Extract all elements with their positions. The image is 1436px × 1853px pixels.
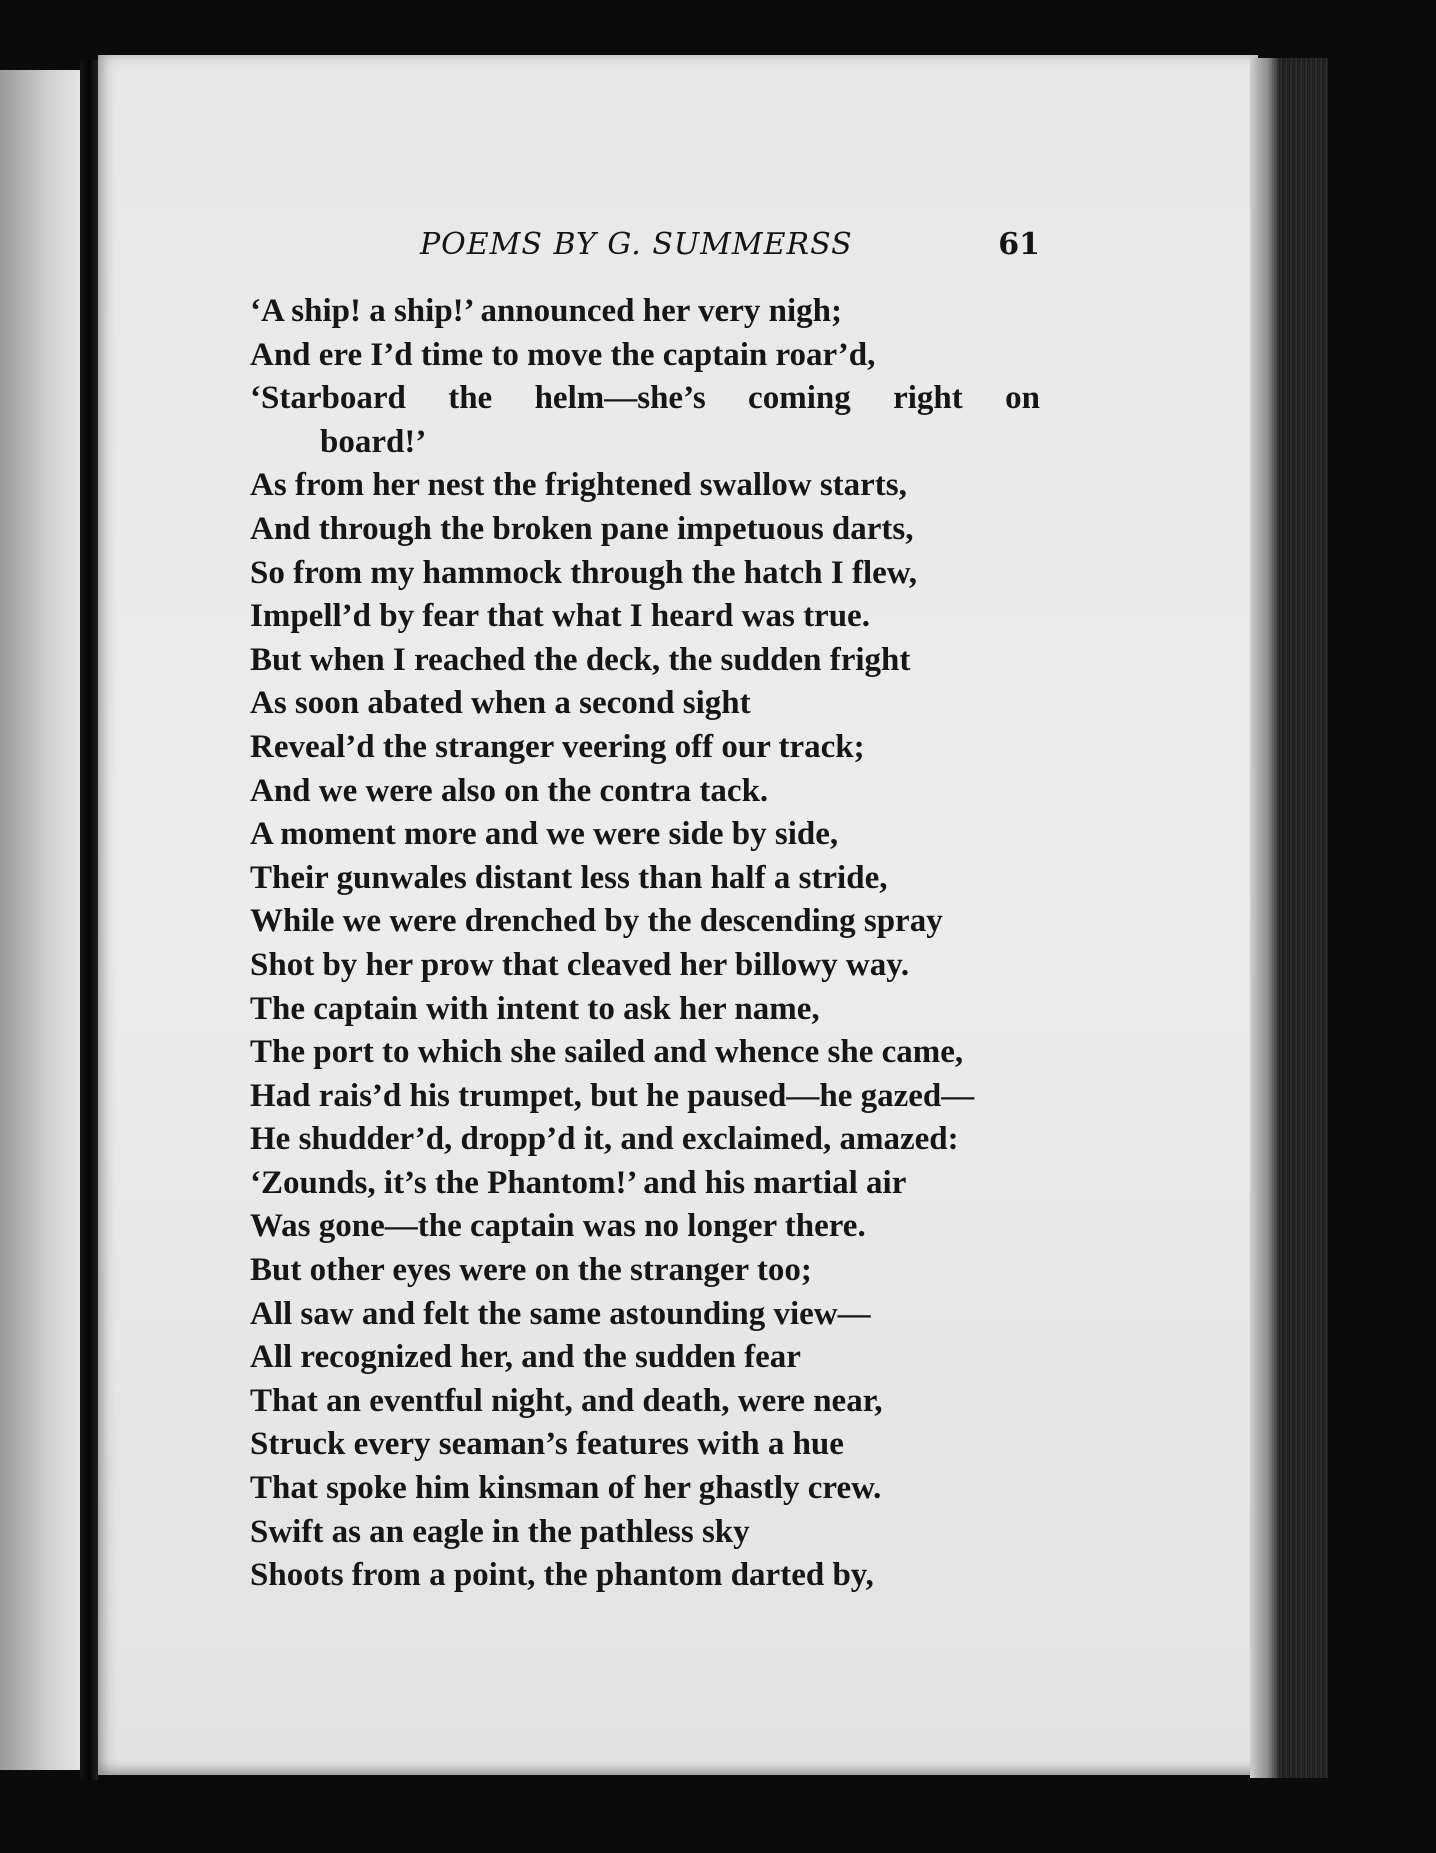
poem-line: Their gunwales distant less than half a stride, [250,859,888,896]
poem-line: Shot by her prow that cleaved her billowy way. [250,946,910,983]
poem-line: Had rais’d his trumpet, but he paused—he gazed— [250,1077,975,1114]
poem-line: The captain with intent to ask her name, [250,990,820,1027]
running-title: POEMS BY G. SUMMERSS [420,227,853,262]
poem-line: Reveal’d the stranger veering off our track; [250,728,865,765]
facing-page-edge [0,70,80,1770]
poem-line: So from my hammock through the hatch I flew, [250,554,918,591]
poem-line: Swift as an eagle in the pathless sky [250,1513,750,1550]
poem-line: All recognized her, and the sudden fear [250,1339,801,1376]
poem-line: Struck every seaman’s features with a hue [250,1426,844,1463]
poem-line: But other eyes were on the stranger too; [250,1252,812,1289]
poem-line: He shudder’d, dropp’d it, and exclaimed, amazed: [250,1121,959,1158]
page-number: 61 [998,227,1040,262]
poem-line: As soon abated when a second sight [250,685,751,722]
poem-line: Was gone—the captain was no longer there. [250,1208,866,1245]
poem-line: That spoke him kinsman of her ghastly crew. [250,1470,882,1507]
poem-line: Impell’d by fear that what I heard was true. [250,598,870,635]
poem-line: But when I reached the deck, the sudden fright [250,641,911,678]
poem-text [250,290,1040,1598]
poem-line: And we were also on the contra tack. [250,772,769,809]
poem-line: The port to which she sailed and whence she came, [250,1034,964,1071]
poem-line: ‘Starboard the helm—she’s coming right on [250,380,1040,417]
poem-line: A moment more and we were side by side, [250,816,839,853]
poem-line: board!’ [320,423,427,460]
poem-line: All saw and felt the same astounding view— [250,1295,871,1332]
poem-line: And through the broken pane impetuous darts, [250,510,914,547]
poem-line: Shoots from a point, the phantom darted by, [250,1557,874,1594]
poem-line: ‘Zounds, it’s the Phantom!’ and his martial air [250,1164,907,1201]
page-edge-shadow [1250,58,1280,1778]
book-gutter [80,60,98,1780]
running-head [250,227,1040,271]
poem-line: While we were drenched by the descending spray [250,903,943,940]
poem-line: That an eventful night, and death, were near, [250,1382,883,1419]
poem-line: And ere I’d time to move the captain roar’d, [250,336,876,373]
poem-line: ‘A ship! a ship!’ announced her very nigh; [250,293,842,329]
poem-line: As from her nest the frightened swallow starts, [250,467,907,504]
